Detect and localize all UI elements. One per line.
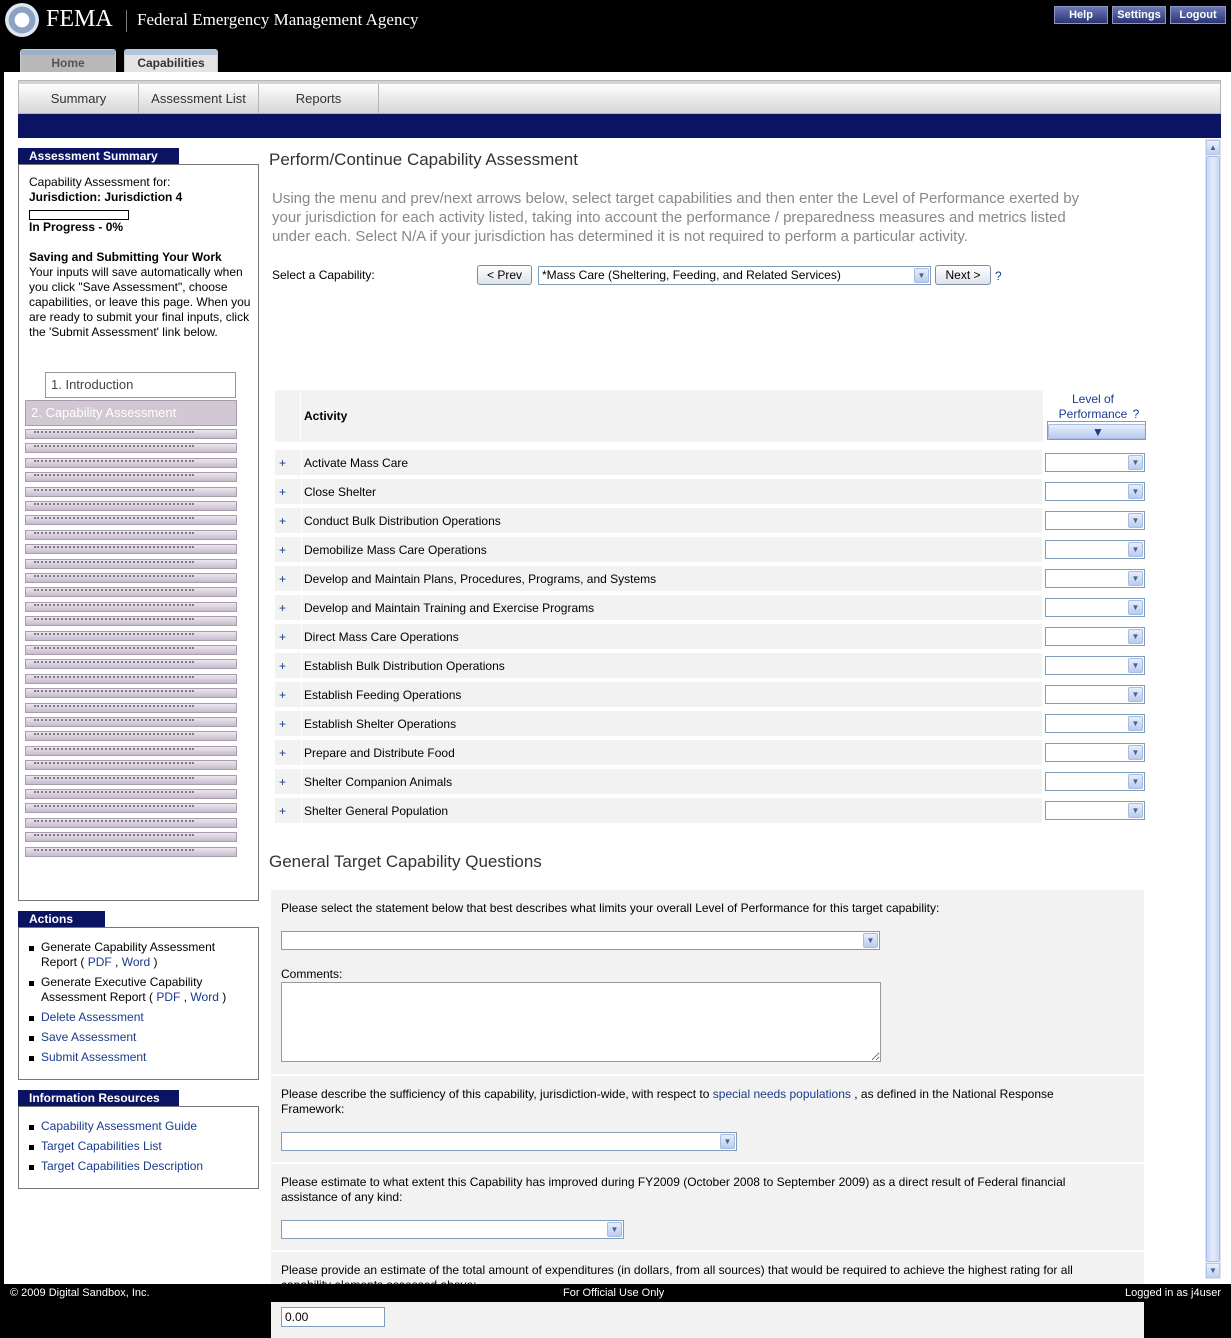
level-select[interactable] bbox=[1045, 772, 1145, 791]
column-separator bbox=[301, 537, 302, 562]
column-separator bbox=[301, 653, 302, 678]
level-select[interactable] bbox=[1045, 801, 1145, 820]
list-item bbox=[29, 1050, 254, 1065]
activity-label: Prepare and Distribute Food bbox=[304, 746, 455, 760]
activity-label: Conduct Bulk Distribution Operations bbox=[304, 514, 501, 528]
capability-guide-link[interactable]: Capability Assessment Guide bbox=[41, 1119, 198, 1133]
level-cell bbox=[1042, 595, 1149, 620]
q2-after: , as defined in the National Response Framework: bbox=[281, 1087, 1054, 1116]
agency-name: Federal Emergency Management Agency bbox=[137, 10, 419, 29]
capability-step-item[interactable] bbox=[25, 645, 237, 655]
chevron-down-icon: ▼ bbox=[607, 1222, 622, 1237]
level-header-label: Level of Performance bbox=[1058, 392, 1128, 421]
saving-instructions: Your inputs will save automatically when you click "Save Assessment", choose capabilities, or leave this page. When you are ready to submit your final inputs, click the 'Submit Assessment' link below. bbox=[29, 265, 251, 339]
copyright-text: © 2009 Digital Sandbox, Inc. bbox=[10, 1287, 150, 1299]
capability-step-item[interactable] bbox=[25, 832, 237, 842]
capability-step-item[interactable] bbox=[25, 803, 237, 813]
chevron-down-icon: ▼ bbox=[1128, 629, 1143, 644]
capability-step-item[interactable] bbox=[25, 631, 237, 641]
level-cell bbox=[1042, 740, 1149, 765]
capability-step-item[interactable] bbox=[25, 688, 237, 698]
column-separator bbox=[301, 740, 302, 765]
capability-step-item[interactable] bbox=[25, 602, 237, 612]
comments-textarea[interactable] bbox=[281, 982, 881, 1062]
page-title: Perform/Continue Capability Assessment bbox=[269, 150, 578, 169]
table-row bbox=[275, 537, 1149, 562]
subnav-summary[interactable]: Summary bbox=[19, 84, 139, 114]
tab-capabilities[interactable]: Capabilities bbox=[124, 49, 218, 72]
table-row bbox=[275, 479, 1149, 504]
capability-select-value: *Mass Care (Sheltering, Feeding, and Related Services) bbox=[542, 268, 841, 282]
activity-label: Activate Mass Care bbox=[304, 456, 409, 470]
list-item bbox=[29, 1010, 254, 1025]
actions-list bbox=[29, 940, 254, 1070]
expand-column-header bbox=[275, 390, 301, 442]
capability-step-item[interactable] bbox=[25, 530, 237, 540]
chevron-down-icon: ▼ bbox=[1128, 745, 1143, 760]
exec-report-pdf-link[interactable]: PDF bbox=[156, 990, 181, 1004]
table-row bbox=[275, 624, 1149, 649]
level-cell bbox=[1042, 566, 1149, 591]
list-item bbox=[29, 940, 254, 970]
table-row bbox=[275, 595, 1149, 620]
assessment-for-label: Capability Assessment for: bbox=[29, 175, 171, 189]
logo-divider bbox=[126, 10, 127, 32]
question-improvement-text: Please estimate to what extent this Capability has improved during FY2009 (October 2008 to September 2009) as a direct result of Federal financial assistance of any kind: bbox=[281, 1175, 1066, 1204]
level-cell bbox=[1042, 653, 1149, 678]
activity-column-header: Activity bbox=[304, 409, 348, 423]
step-capability-assessment[interactable]: 2. Capability Assessment bbox=[25, 400, 237, 426]
column-separator bbox=[301, 479, 302, 504]
saving-title: Saving and Submitting Your Work bbox=[29, 250, 222, 264]
level-cell bbox=[1042, 769, 1149, 794]
activity-label: Shelter General Population bbox=[304, 804, 449, 818]
question-limits-text: Please select the statement below that best describes what limits your overall Level of Performance for this target capability: bbox=[281, 901, 940, 915]
generate-exec-report-label: Generate Executive Capability Assessment Report ( bbox=[41, 975, 203, 1004]
capability-step-item[interactable] bbox=[25, 731, 237, 741]
list-item bbox=[29, 975, 254, 1005]
expenditure-input[interactable]: 0.00 bbox=[281, 1307, 385, 1327]
capability-step-item[interactable] bbox=[25, 515, 237, 525]
generate-report-label: Generate Capability Assessment Report ( bbox=[41, 940, 216, 969]
logout-button[interactable]: Logout bbox=[1170, 6, 1226, 24]
chevron-down-icon: ▼ bbox=[1128, 658, 1143, 673]
paren: ) bbox=[222, 990, 227, 1004]
capability-step-item[interactable] bbox=[25, 487, 237, 497]
next-button[interactable]: Next > bbox=[935, 265, 991, 285]
comments-label: Comments: bbox=[281, 967, 343, 981]
table-row bbox=[275, 450, 1149, 475]
capability-step-item[interactable] bbox=[25, 573, 237, 583]
capability-step-item[interactable] bbox=[25, 429, 237, 439]
special-needs-select[interactable] bbox=[281, 1132, 737, 1151]
logged-in-user: Logged in as j4user bbox=[1125, 1287, 1222, 1299]
level-cell bbox=[1042, 798, 1149, 823]
level-select[interactable] bbox=[1045, 714, 1145, 733]
column-separator bbox=[301, 595, 302, 620]
chevron-down-icon: ▼ bbox=[1128, 687, 1143, 702]
level-select[interactable] bbox=[1045, 598, 1145, 617]
level-cell bbox=[1042, 682, 1149, 707]
q2-before: Please describe the sufficiency of this capability, jurisdiction-wide, with respect to bbox=[281, 1087, 710, 1101]
level-select[interactable] bbox=[1045, 511, 1145, 530]
save-assessment-link[interactable]: Save Assessment bbox=[41, 1030, 137, 1044]
select-capability-label: Select a Capability: bbox=[272, 268, 375, 282]
question-special-needs-text bbox=[281, 1087, 1111, 1117]
target-capabilities-description-link[interactable]: Target Capabilities Description bbox=[41, 1159, 204, 1173]
assessment-summary-panel bbox=[18, 164, 259, 901]
capability-step-item[interactable] bbox=[25, 760, 237, 770]
limits-select[interactable] bbox=[281, 931, 880, 950]
chevron-down-icon: ▼ bbox=[1128, 571, 1143, 586]
capability-step-item[interactable] bbox=[25, 501, 237, 511]
column-separator bbox=[301, 769, 302, 794]
tab-home[interactable]: Home bbox=[20, 49, 116, 72]
subnav-reports[interactable]: Reports bbox=[259, 84, 379, 114]
capability-step-item[interactable] bbox=[25, 775, 237, 785]
paren: ) bbox=[153, 955, 158, 969]
official-use-notice: For Official Use Only bbox=[563, 1287, 665, 1299]
list-item bbox=[29, 1119, 254, 1134]
scrollbar-thumb[interactable] bbox=[1206, 156, 1220, 1262]
level-cell bbox=[1042, 450, 1149, 475]
scroll-down-arrow-icon[interactable]: ▼ bbox=[1206, 1263, 1220, 1278]
delete-assessment-link[interactable]: Delete Assessment bbox=[41, 1010, 144, 1024]
report-word-link[interactable]: Word bbox=[121, 955, 151, 969]
actions-header: Actions bbox=[18, 911, 105, 927]
info-resources-panel bbox=[18, 1106, 259, 1189]
help-button[interactable]: Help bbox=[1054, 6, 1108, 24]
column-separator bbox=[301, 624, 302, 649]
table-row bbox=[275, 769, 1149, 794]
expand-icon[interactable]: + bbox=[279, 601, 287, 615]
sub-navigation bbox=[18, 80, 1221, 114]
question-expenditure-text: Please provide an estimate of the total amount of expenditures (in dollars, from all sources) that would be required to achieve the highest rating for all bbox=[281, 1263, 1073, 1277]
table-row bbox=[275, 682, 1149, 707]
submit-assessment-link[interactable]: Submit Assessment bbox=[41, 1050, 147, 1064]
jurisdiction-label: Jurisdiction: Jurisdiction 4 bbox=[29, 190, 183, 204]
capability-step-item[interactable] bbox=[25, 847, 237, 857]
expand-icon[interactable]: + bbox=[279, 688, 287, 702]
capability-step-item[interactable] bbox=[25, 818, 237, 828]
activity-label: Develop and Maintain Plans, Procedures, Programs, and Systems bbox=[304, 572, 657, 586]
chevron-down-icon: ▼ bbox=[1048, 424, 1146, 439]
exec-report-word-link[interactable]: Word bbox=[190, 990, 219, 1004]
expand-icon[interactable]: + bbox=[279, 746, 287, 760]
activity-label: Close Shelter bbox=[304, 485, 377, 499]
column-separator bbox=[301, 450, 302, 475]
chevron-down-icon: ▼ bbox=[1128, 484, 1143, 499]
activity-label: Direct Mass Care Operations bbox=[304, 630, 459, 644]
level-help-icon[interactable]: ? bbox=[1132, 407, 1140, 421]
activity-label: Establish Shelter Operations bbox=[304, 717, 457, 731]
table-row bbox=[275, 711, 1149, 736]
chevron-down-icon: ▼ bbox=[1128, 600, 1143, 615]
expand-icon[interactable]: + bbox=[279, 572, 287, 586]
capability-step-item[interactable] bbox=[25, 559, 237, 569]
level-cell bbox=[1042, 537, 1149, 562]
capability-step-item[interactable] bbox=[25, 616, 237, 626]
list-item bbox=[29, 1159, 254, 1174]
level-select-all[interactable] bbox=[1047, 421, 1146, 440]
expand-icon[interactable]: + bbox=[279, 456, 287, 470]
activity-label: Demobilize Mass Care Operations bbox=[304, 543, 487, 557]
capability-step-item[interactable] bbox=[25, 659, 237, 669]
level-select[interactable] bbox=[1045, 482, 1145, 501]
expand-icon[interactable]: + bbox=[279, 659, 287, 673]
general-questions-title: General Target Capability Questions bbox=[269, 852, 542, 871]
level-select[interactable] bbox=[1045, 743, 1145, 762]
expand-icon[interactable]: + bbox=[279, 485, 287, 499]
chevron-down-icon: ▼ bbox=[863, 933, 878, 948]
list-item bbox=[29, 1139, 254, 1154]
special-needs-link[interactable]: special needs populations bbox=[712, 1087, 851, 1101]
activity-table-header bbox=[275, 390, 1149, 442]
chevron-down-icon: ▼ bbox=[1128, 455, 1143, 470]
capability-step-item[interactable] bbox=[25, 674, 237, 684]
table-row bbox=[275, 566, 1149, 591]
level-select[interactable] bbox=[1045, 627, 1145, 646]
expand-icon[interactable]: + bbox=[279, 804, 287, 818]
capability-step-item[interactable] bbox=[25, 703, 237, 713]
fema-logo-text: FEMA bbox=[46, 6, 113, 32]
chevron-down-icon: ▼ bbox=[1128, 716, 1143, 731]
progress-status: In Progress - 0% bbox=[29, 220, 124, 234]
chevron-down-icon: ▼ bbox=[1128, 513, 1143, 528]
level-select[interactable] bbox=[1045, 685, 1145, 704]
level-select[interactable] bbox=[1045, 453, 1145, 472]
level-column-header bbox=[1043, 390, 1149, 442]
capability-step-item[interactable] bbox=[25, 587, 237, 597]
level-cell bbox=[1042, 479, 1149, 504]
table-row bbox=[275, 653, 1149, 678]
level-cell bbox=[1042, 711, 1149, 736]
improvement-select[interactable] bbox=[281, 1220, 624, 1239]
capability-step-item[interactable] bbox=[25, 789, 237, 799]
footer bbox=[0, 1284, 1231, 1302]
level-cell bbox=[1042, 624, 1149, 649]
comma: , bbox=[115, 955, 119, 969]
progress-bar bbox=[29, 210, 129, 220]
comma: , bbox=[183, 990, 188, 1004]
capability-step-item[interactable] bbox=[25, 717, 237, 727]
capability-step-item[interactable] bbox=[25, 443, 237, 453]
chevron-down-icon: ▼ bbox=[720, 1134, 735, 1149]
target-capabilities-list-link[interactable]: Target Capabilities List bbox=[41, 1139, 162, 1153]
expand-icon[interactable]: + bbox=[279, 514, 287, 528]
activity-label: Establish Feeding Operations bbox=[304, 688, 462, 702]
subnav-assessment-list[interactable]: Assessment List bbox=[139, 84, 259, 114]
expand-icon[interactable]: + bbox=[279, 717, 287, 731]
info-resources-header: Information Resources bbox=[18, 1090, 179, 1106]
capability-step-item[interactable] bbox=[25, 472, 237, 482]
step-introduction[interactable]: 1. Introduction bbox=[45, 372, 236, 398]
activity-label: Shelter Companion Animals bbox=[304, 775, 453, 789]
actions-panel bbox=[18, 927, 259, 1080]
chevron-down-icon: ▼ bbox=[1128, 774, 1143, 789]
report-pdf-link[interactable]: PDF bbox=[87, 955, 112, 969]
assessment-summary-header: Assessment Summary bbox=[18, 148, 179, 164]
capability-help-icon[interactable]: ? bbox=[995, 269, 1002, 283]
navy-banner bbox=[18, 114, 1221, 138]
chevron-down-icon: ▼ bbox=[914, 268, 929, 283]
table-row bbox=[275, 798, 1149, 823]
level-cell bbox=[1042, 508, 1149, 533]
column-separator bbox=[301, 682, 302, 707]
column-separator bbox=[301, 711, 302, 736]
expand-icon[interactable]: + bbox=[279, 775, 287, 789]
table-row bbox=[275, 740, 1149, 765]
scroll-up-arrow-icon[interactable]: ▲ bbox=[1206, 140, 1220, 155]
resources-list bbox=[29, 1119, 254, 1179]
intro-text: Using the menu and prev/next arrows below, select target capabilities and then enter the Level of Performance exerted by your jurisdiction for each activity listed, taking into account the performance / preparedness measures and metrics listed under each. Select N/A if your jurisdiction has determined it is not required to perform a particular activity. bbox=[272, 190, 1080, 245]
activity-label: Develop and Maintain Training and Exercise Programs bbox=[304, 601, 595, 615]
chevron-down-icon: ▼ bbox=[1128, 542, 1143, 557]
column-separator bbox=[301, 566, 302, 591]
vertical-scrollbar[interactable] bbox=[1205, 139, 1221, 1279]
capability-select[interactable] bbox=[538, 266, 931, 285]
column-separator bbox=[301, 508, 302, 533]
activity-label: Establish Bulk Distribution Operations bbox=[304, 659, 505, 673]
settings-button[interactable]: Settings bbox=[1112, 6, 1166, 24]
question-limits-block bbox=[271, 890, 1144, 1074]
expand-icon[interactable]: + bbox=[279, 630, 287, 644]
column-separator bbox=[301, 798, 302, 823]
capability-step-item[interactable] bbox=[25, 458, 237, 468]
expand-icon[interactable]: + bbox=[279, 543, 287, 557]
level-select[interactable] bbox=[1045, 569, 1145, 588]
dhs-seal-icon bbox=[5, 3, 39, 37]
capability-step-item[interactable] bbox=[25, 544, 237, 554]
capability-step-item[interactable] bbox=[25, 746, 237, 756]
chevron-down-icon: ▼ bbox=[1128, 803, 1143, 818]
list-item bbox=[29, 1030, 254, 1045]
question-improvement-block bbox=[271, 1164, 1144, 1250]
top-header bbox=[0, 0, 1231, 72]
prev-button[interactable]: < Prev bbox=[477, 265, 532, 285]
table-row bbox=[275, 508, 1149, 533]
question-special-needs-block bbox=[271, 1076, 1144, 1162]
level-select[interactable] bbox=[1045, 656, 1145, 675]
level-select[interactable] bbox=[1045, 540, 1145, 559]
